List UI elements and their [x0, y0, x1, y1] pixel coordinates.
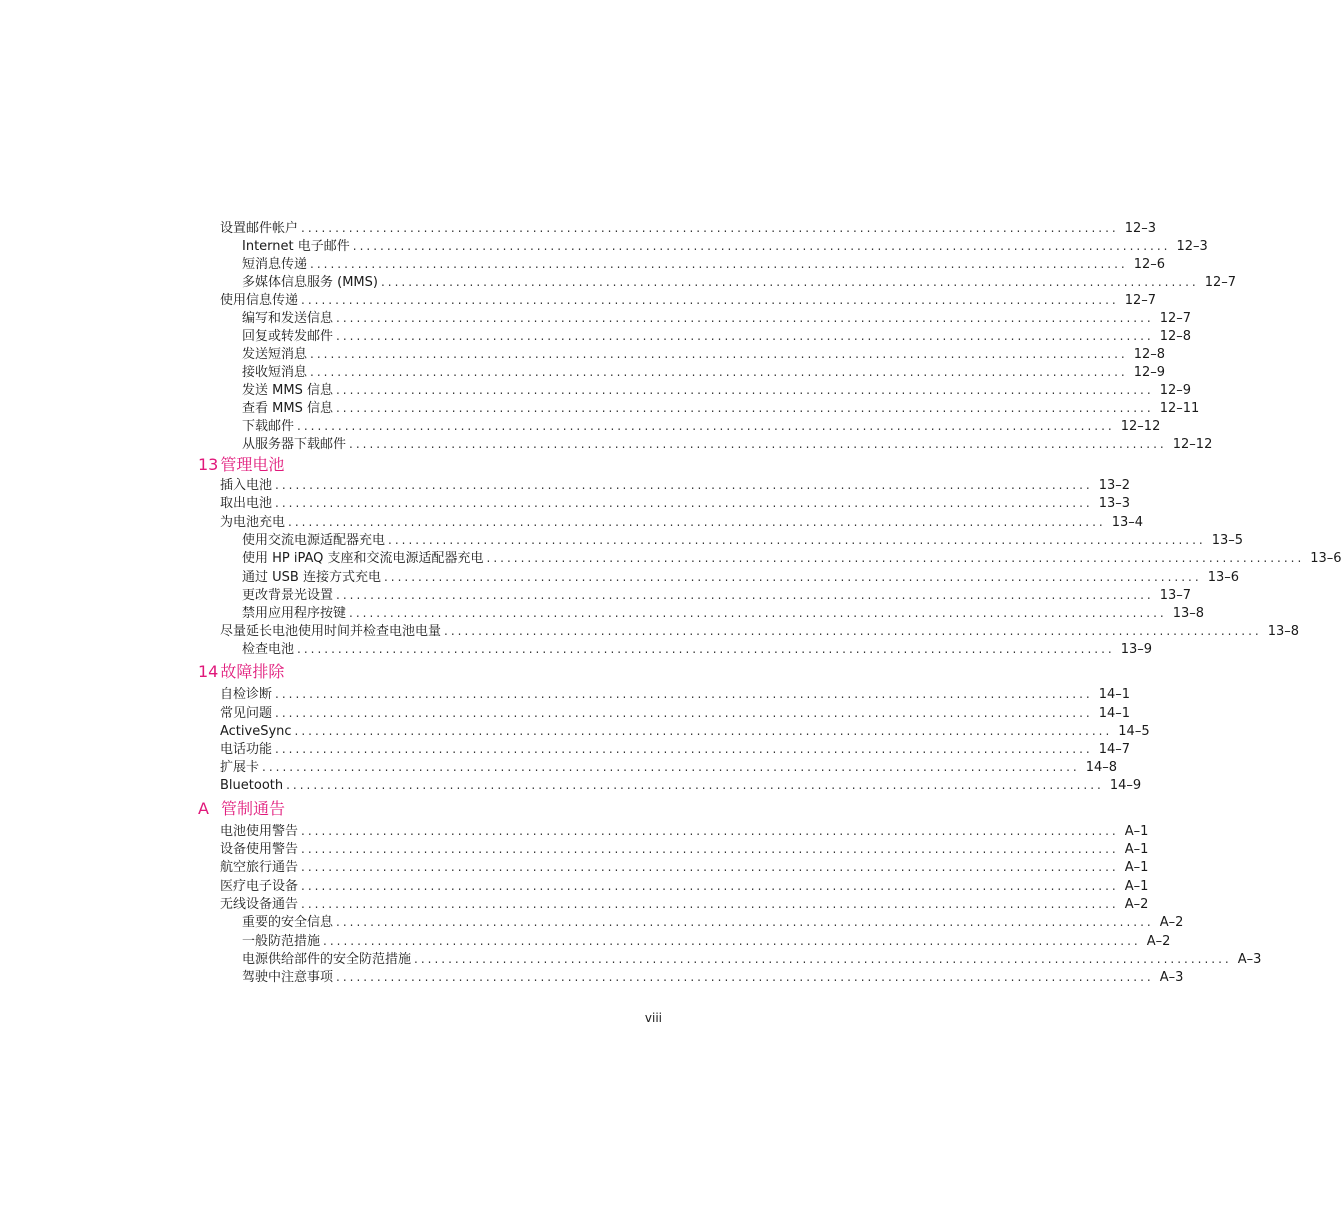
toc-entry-label: 使用信息传递 [220, 293, 299, 308]
toc-entry[interactable] [242, 531, 1244, 549]
toc-entry[interactable] [220, 704, 1131, 722]
dot-leader: ........................................................................................................................ [352, 239, 1171, 253]
toc-entry-page: 13–5 [1211, 533, 1244, 548]
toc-entry-label: 插入电池 [220, 478, 273, 493]
dot-leader: ........................................................................................................................ [414, 952, 1232, 966]
toc-entry-label: 医疗电子设备 [220, 879, 299, 894]
toc-entry[interactable] [220, 494, 1131, 512]
toc-entry-page: A–1 [1124, 842, 1149, 857]
toc-entry-page: 14–8 [1085, 760, 1118, 775]
toc-entry[interactable] [242, 640, 1153, 658]
toc-entry[interactable] [220, 685, 1131, 703]
toc-entry-label: 取出电池 [220, 496, 273, 511]
toc-entry-page: A–1 [1124, 824, 1149, 839]
dot-leader: ........................................................................................................................ [262, 760, 1080, 774]
toc-entry[interactable] [242, 381, 1192, 399]
toc-entry[interactable] [242, 345, 1166, 363]
toc-entry[interactable] [242, 968, 1184, 986]
toc-entry-page: 12–12 [1120, 419, 1161, 434]
toc-entry-label: 重要的安全信息 [242, 915, 334, 930]
toc-entry-label: 从服务器下载邮件 [242, 437, 347, 452]
toc-entry-label: 无线设备通告 [220, 897, 299, 912]
toc-entry[interactable] [220, 291, 1157, 309]
toc-entry-page: 13–6 [1207, 570, 1240, 585]
chapter-number: A [198, 799, 209, 818]
toc-entry-label: 扩展卡 [220, 760, 260, 775]
chapter-number: 14 [198, 662, 219, 681]
toc-entry-page: 12–3 [1176, 239, 1208, 254]
toc-entry-page: 12–12 [1172, 437, 1213, 452]
dot-leader: ........................................................................................................................ [335, 401, 1154, 415]
toc-entry-page: 13–3 [1098, 496, 1131, 511]
toc-entry-label: 设置邮件帐户 [220, 221, 299, 236]
toc-entry[interactable] [242, 549, 1342, 567]
dot-leader: ........................................................................................................................ [297, 419, 1115, 433]
toc-entry-page: 12–7 [1124, 293, 1157, 308]
toc-entry-label: 驾驶中注意事项 [242, 970, 334, 985]
dot-leader: ........................................................................................................................ [349, 437, 1167, 451]
dot-leader: ........................................................................................................................ [323, 934, 1141, 948]
toc-entry-page: 12–3 [1124, 221, 1157, 236]
toc-entry[interactable] [242, 255, 1166, 273]
toc-entry[interactable] [242, 435, 1213, 453]
chapter-title: 管制通告 [220, 799, 285, 818]
toc-entry[interactable] [220, 877, 1149, 895]
toc-entry-page: 13–6 [1310, 551, 1342, 566]
toc-entry-page: 13–2 [1098, 478, 1131, 493]
toc-entry-label: 通过 USB 连接方式充电 [242, 570, 381, 585]
page-number: viii [644, 1011, 662, 1025]
dot-leader: ........................................................................................................................ [275, 478, 1093, 492]
toc-entry-page: 12–8 [1159, 329, 1192, 344]
dot-leader: ........................................................................................................................ [301, 293, 1119, 307]
toc-entry[interactable] [242, 950, 1262, 968]
toc-entry-page: 14–1 [1098, 687, 1131, 702]
toc-entry[interactable] [220, 895, 1149, 913]
chapter-title: 管理电池 [220, 455, 285, 474]
toc-entry-page: A–2 [1146, 934, 1171, 949]
toc-entry-label: 更改背景光设置 [242, 588, 334, 603]
toc-entry-page: 13–9 [1120, 642, 1153, 657]
dot-leader: ........................................................................................................................ [310, 365, 1128, 379]
dot-leader: ........................................................................................................................ [336, 329, 1154, 343]
chapter-title: 故障排除 [220, 662, 285, 681]
dot-leader: ........................................................................................................................ [335, 383, 1154, 397]
toc-entry[interactable] [220, 722, 1150, 740]
dot-leader: ........................................................................................................................ [275, 496, 1093, 510]
dot-leader: ........................................................................................................................ [301, 860, 1119, 874]
toc-entry-label: 使用交流电源适配器充电 [242, 533, 386, 548]
dot-leader: ........................................................................................................................ [301, 221, 1119, 235]
toc-entry[interactable] [242, 399, 1200, 417]
toc-entry-page: 13–8 [1267, 624, 1300, 639]
dot-leader: ........................................................................................................................ [336, 970, 1154, 984]
dot-leader: ........................................................................................................................ [336, 588, 1154, 602]
dot-leader: ........................................................................................................................ [301, 824, 1119, 838]
toc-entry[interactable] [220, 219, 1157, 237]
toc-entry-label: ActiveSync [220, 724, 292, 739]
toc-entry-label: 检查电池 [242, 642, 295, 657]
toc-entry-page: A–3 [1159, 970, 1184, 985]
toc-entry[interactable] [242, 363, 1166, 381]
toc-entry[interactable] [220, 858, 1149, 876]
toc-entry-page: A–1 [1124, 860, 1149, 875]
toc-entry-page: 12–7 [1159, 311, 1192, 326]
toc-entry-page: A–3 [1237, 952, 1262, 967]
toc-entry[interactable] [242, 237, 1208, 255]
toc-entry-page: 13–7 [1159, 588, 1192, 603]
dot-leader: ........................................................................................................................ [275, 687, 1093, 701]
toc-entry-label: 常见问题 [220, 706, 273, 721]
toc-entry-page: 14–5 [1118, 724, 1150, 739]
toc-entry-page: A–2 [1124, 897, 1149, 912]
chapter-number: 13 [198, 455, 219, 474]
toc-entry-label: 发送 MMS 信息 [242, 383, 333, 398]
dot-leader: ........................................................................................................................ [336, 311, 1154, 325]
toc-entry[interactable] [220, 740, 1131, 758]
toc-entry-label: 编写和发送信息 [242, 311, 334, 326]
toc-entry-label: 多媒体信息服务 (MMS) [242, 275, 378, 290]
toc-entry-page: 12–6 [1133, 257, 1166, 272]
toc-entry-label: 查看 MMS 信息 [242, 401, 333, 416]
toc-entry[interactable] [242, 309, 1192, 327]
dot-leader: ........................................................................................................................ [336, 915, 1154, 929]
toc-entry-page: A–2 [1159, 915, 1184, 930]
toc-entry-label: 为电池充电 [220, 515, 286, 530]
toc-entry-page: A–1 [1124, 879, 1149, 894]
dot-leader: ........................................................................................................................ [301, 842, 1119, 856]
toc-entry-label: 电源供给部件的安全防范措施 [242, 952, 412, 967]
dot-leader: ........................................................................................................................ [383, 570, 1202, 584]
chapter-heading [198, 798, 285, 820]
toc-entry-page: 13–8 [1172, 606, 1205, 621]
toc-entry[interactable] [242, 604, 1205, 622]
dot-leader: ........................................................................................................................ [288, 515, 1106, 529]
toc-entry-page: 12–7 [1204, 275, 1237, 290]
toc-entry[interactable] [220, 622, 1300, 640]
toc-entry-label: 自检诊断 [220, 687, 273, 702]
chapter-heading [198, 661, 284, 683]
dot-leader: ........................................................................................................................ [310, 257, 1128, 271]
toc-entry[interactable] [242, 273, 1237, 291]
toc-entry-label: 接收短消息 [242, 365, 308, 380]
toc-entry-page: 14–9 [1109, 778, 1142, 793]
toc-entry-page: 12–11 [1159, 401, 1200, 416]
toc-entry-label: 航空旅行通告 [220, 860, 299, 875]
toc-entry-label: 一般防范措施 [242, 934, 321, 949]
dot-leader: ........................................................................................................................ [275, 742, 1093, 756]
toc-entry[interactable] [242, 932, 1171, 950]
toc-entry-label: Internet 电子邮件 [242, 239, 350, 254]
toc-entry-label: 回复或转发邮件 [242, 329, 334, 344]
dot-leader: ........................................................................................................................ [486, 551, 1305, 565]
toc-entry-label: 使用 HP iPAQ 支座和交流电源适配器充电 [242, 551, 484, 566]
toc-entry[interactable] [220, 476, 1131, 494]
toc-entry-label: 电话功能 [220, 742, 273, 757]
toc-entry-label: 尽量延长电池使用时间并检查电池电量 [220, 624, 442, 639]
dot-leader: ........................................................................................................................ [297, 642, 1115, 656]
dot-leader: ........................................................................................................................ [294, 724, 1113, 738]
chapter-heading [198, 454, 284, 476]
dot-leader: ........................................................................................................................ [310, 347, 1128, 361]
dot-leader: ........................................................................................................................ [444, 624, 1262, 638]
toc-entry[interactable] [220, 758, 1118, 776]
toc-entry-page: 14–1 [1098, 706, 1131, 721]
toc-entry[interactable] [220, 822, 1149, 840]
toc-entry[interactable] [242, 913, 1184, 931]
dot-leader: ........................................................................................................................ [380, 275, 1199, 289]
toc-entry-page: 13–4 [1111, 515, 1144, 530]
toc-entry[interactable] [242, 327, 1192, 345]
toc-entry-page: 12–9 [1133, 365, 1166, 380]
toc-entry[interactable] [242, 586, 1192, 604]
toc-entry[interactable] [242, 417, 1161, 435]
toc-entry-label: 短消息传递 [242, 257, 308, 272]
toc-entry-page: 14–7 [1098, 742, 1131, 757]
toc-entry-page: 12–8 [1133, 347, 1166, 362]
toc-entry[interactable] [220, 513, 1144, 531]
toc-entry-label: 设备使用警告 [220, 842, 299, 857]
dot-leader: ........................................................................................................................ [388, 533, 1206, 547]
dot-leader: ........................................................................................................................ [349, 606, 1167, 620]
dot-leader: ........................................................................................................................ [301, 897, 1119, 911]
toc-entry-label: 禁用应用程序按键 [242, 606, 347, 621]
toc-entry-label: 电池使用警告 [220, 824, 299, 839]
toc-entry[interactable] [220, 776, 1142, 794]
toc-entry[interactable] [242, 568, 1240, 586]
dot-leader: ........................................................................................................................ [286, 778, 1104, 792]
toc-entry-page: 12–9 [1159, 383, 1192, 398]
dot-leader: ........................................................................................................................ [275, 706, 1093, 720]
toc-entry-label: 发送短消息 [242, 347, 308, 362]
dot-leader: ........................................................................................................................ [301, 879, 1119, 893]
toc-entry[interactable] [220, 840, 1149, 858]
toc-entry-label: Bluetooth [220, 778, 284, 793]
toc-entry-label: 下载邮件 [242, 419, 295, 434]
